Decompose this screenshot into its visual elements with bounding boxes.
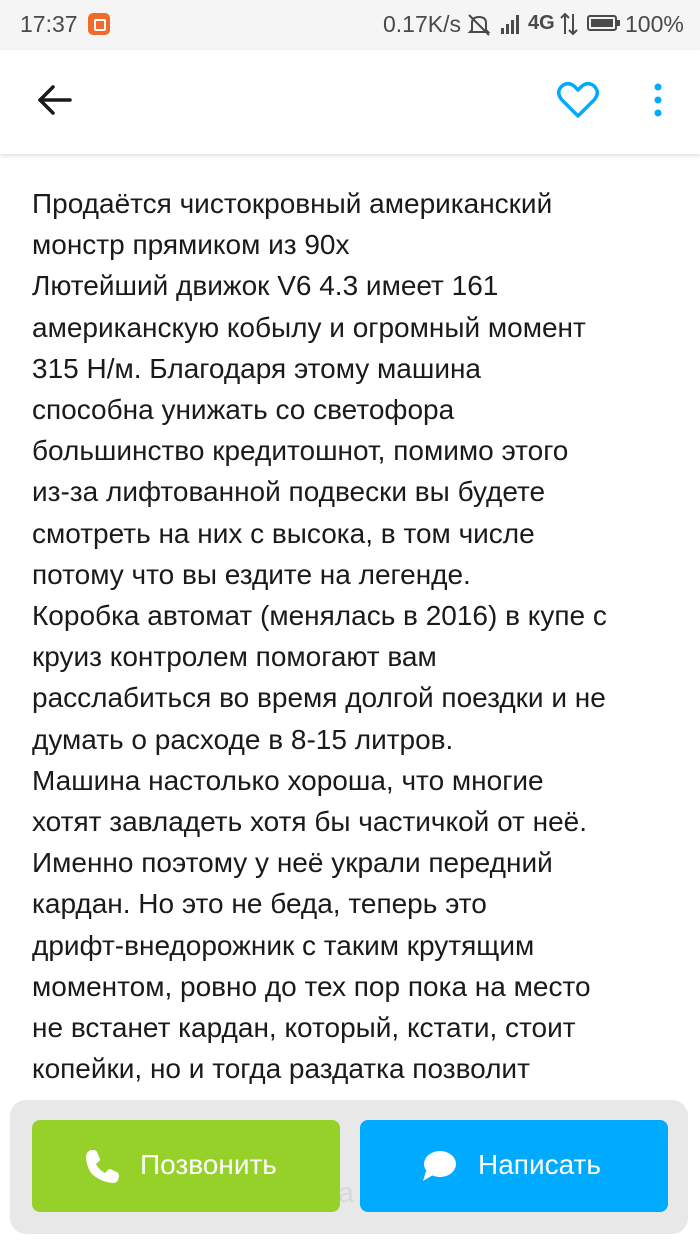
message-button[interactable] [360, 1120, 668, 1212]
description-line: американскую кобылу и огромный момент [32, 311, 586, 343]
listing-description [32, 183, 682, 1213]
description-line: расслабиться во время долгой поездки и не [32, 682, 606, 714]
data-transfer-icon [560, 12, 578, 36]
description-line: смотреть на них с высока, в том числе [32, 517, 535, 549]
description-line: хотят завладеть хотя бы частичкой от неё. [32, 806, 588, 838]
description-line: моментом, ровно до тех пор пока на место [32, 970, 591, 1002]
description-line: из-за лифтованной подвески вы будете [32, 476, 546, 508]
description-line: копейки, но и тогда раздатка позволит [32, 1053, 530, 1085]
description-line: монстр прямиком из 90х [32, 229, 350, 261]
chat-bubble-icon [420, 1147, 458, 1185]
more-options-button[interactable] [636, 72, 680, 128]
description-line: круиз контролем помогают вам [32, 641, 437, 673]
app-bar [0, 50, 700, 154]
signal-icon [500, 14, 522, 34]
description-line: 315 Н/м. Благодаря этому машина [32, 352, 481, 384]
description-line: Именно поэтому у неё украли передний [32, 847, 553, 879]
description-line: кардан. Но это не беда, теперь это [32, 888, 487, 920]
status-time: 17:37 [20, 11, 78, 37]
description-line: дрифт-внедорожник с таким крутящим [32, 929, 535, 961]
battery-icon [587, 15, 617, 31]
notification-icon [88, 13, 110, 35]
description-line: потому что вы ездите на легенде. [32, 558, 471, 590]
call-button-label: Позвонить [140, 1149, 277, 1180]
description-line: Продаётся чистокровный американский [32, 188, 553, 219]
heart-outline-icon [550, 72, 606, 128]
more-vertical-icon [636, 72, 680, 128]
description-line: Коробка автомат (менялась в 2016) в купе с [32, 600, 607, 632]
description-line: думать о расходе в 8-15 литров. [32, 723, 454, 755]
description-line: большинство кредитошнот, помимо этого [32, 435, 569, 467]
call-button[interactable] [32, 1120, 340, 1212]
phone-icon [84, 1147, 122, 1185]
mute-icon [466, 12, 492, 38]
description-line: не встанет кардан, который, кстати, стоит [32, 1012, 576, 1044]
network-speed: 0.17K/s [383, 11, 461, 37]
description-line: Лютейший движок V6 4.3 имеет 161 [32, 270, 499, 302]
description-line: способна унижать со светофора [32, 394, 455, 426]
back-button[interactable] [28, 72, 84, 128]
battery-percent: 100% [625, 11, 684, 37]
arrow-left-icon [28, 72, 84, 128]
contact-actions-panel [10, 1100, 688, 1234]
status-bar [0, 0, 700, 50]
favorite-button[interactable] [550, 72, 606, 128]
message-button-label: Написать [478, 1149, 601, 1180]
description-line: Машина настолько хороша, что многие [32, 764, 544, 796]
network-type: 4G [528, 12, 555, 34]
